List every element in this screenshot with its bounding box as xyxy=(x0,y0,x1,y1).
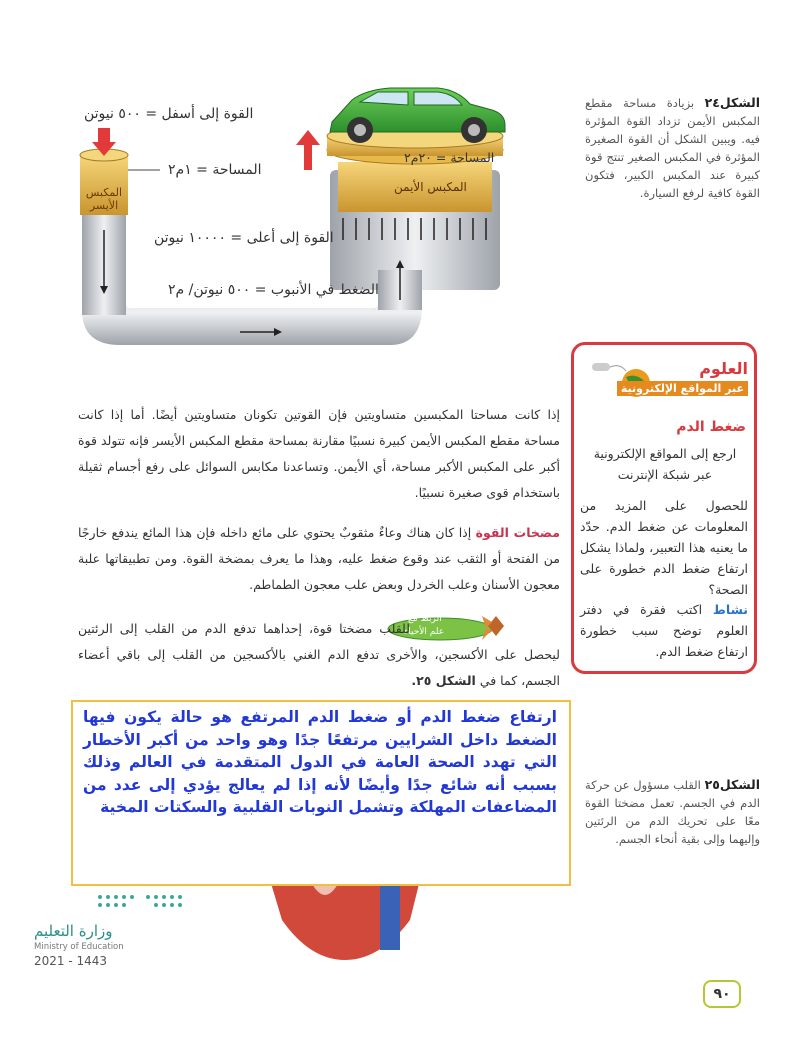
figure25-caption-text: القلب مسؤول عن حركة الدم في الجسم. تعمل مضختا القوة معًا على تحريك الدم من الرئتين وإليهما وإلى بقية أنحاء الجسم. xyxy=(585,778,760,846)
edition-year: 2021 - 1443 xyxy=(34,954,108,968)
ministry-logo-dots xyxy=(96,893,186,911)
left-piston-label: المكبس الأيسر xyxy=(85,186,123,212)
web-header-subtitle: عبر المواقع الإلكترونية xyxy=(617,381,748,396)
web-activity-label: نشاط xyxy=(712,602,748,617)
web-line2: للحصول على المزيد من المعلومات عن ضغط الدم. حدّد ما يعنيه هذا التعبير، ولماذا يشكل ارتفاع ضغط الدم خطورة على الصحة؟ xyxy=(580,498,748,597)
web-header-title: العلوم xyxy=(699,359,748,378)
paragraph-pistons: إذا كانت مساحتا المكبسين متساويتين فإن القوتين تكونان متساويتين أيضًا. أما إذا كانت مساحة مقطع المكبس الأيمن كبيرة نسبيًا مقارنة بمساحة مقطع المكبس الأيسر فإنه تتولد قوة أكبر على المكبس الأكبر مساحة، أي الأيمن. وتساعدنا مكابس السوائل على رفع أجسام ثقيلة باستخدام قوى صغيرة نسبيًا. xyxy=(78,407,560,500)
ministry-name-ar: وزارة التعليم xyxy=(34,922,113,940)
page-number: ٩٠ xyxy=(703,980,741,1008)
note-text: ارتفاع ضغط الدم أو ضغط الدم المرتفع هو حالة يكون فيها الضغط داخل الشرايين مرتفعًا جدًا وهو واحد من أكبر الأخطار التي تهدد الصحة العامة في الدول المتقدمة في العالم وذلك بسبب أنه شائع جدًا وأيضًا لأنه إذا لم يعالج يؤدي إلى عدد من المضاعفات المهلكة وتشمل النوبات القلبية والسكتات المخية xyxy=(83,708,557,816)
web-topic: ضغط الدم xyxy=(676,419,746,435)
pressure-label: الضغط في الأنبوب = ٥٠٠ نيوتن/ م٢ xyxy=(168,282,379,298)
blood-pressure-note xyxy=(71,700,571,886)
figure25-caption xyxy=(585,776,760,848)
figure24-caption xyxy=(585,94,760,202)
paragraph-heart xyxy=(78,616,560,694)
figure24-caption-text: بزيادة مساحة مقطع المكبس الأيمن تزداد القوة المؤثرة فيه. ويبين الشكل أن القوة الصغيرة المؤثرة في المكبس الصغير تنتج قوة كبيرة عند المكبس الكبير، فتكون القوة كافية لرفع السيارة. xyxy=(585,96,760,200)
heart-illustration xyxy=(270,880,420,960)
figure25-caption-title: الشكل٢٥ xyxy=(704,777,761,792)
web-line1: ارجع إلى المواقع الإلكترونية عبر شبكة الإنترنت xyxy=(593,446,737,482)
right-area-label: المساحة = ٢٠م٢ xyxy=(404,150,495,165)
ministry-logo-icon xyxy=(96,893,186,911)
paragraph-force-pumps xyxy=(78,520,560,598)
ministry-name-en: Ministry of Education xyxy=(34,942,124,952)
science-online-box xyxy=(571,342,757,674)
force-up-label: القوة إلى أعلى = ١٠٠٠٠ نيوتن xyxy=(154,230,334,246)
left-area-label: المساحة = ١م٢ xyxy=(168,162,262,178)
web-activity xyxy=(580,599,748,662)
force-pumps-text: إذا كان هناك وعاءٌ مثقوبٌ يحتوي على مائع داخله فإن هذا المائع يندفع خارجًا من الفتحة أو الثقب عند وقوع ضغط عليه، وهذا ما يعرف بمضخة القوة. ومن تطبيقاتها علبة معجون الأسنان وعلب الخردل وبعض علب معجون الطماطم. xyxy=(78,525,560,592)
figure24-caption-title: الشكل٢٤ xyxy=(704,95,761,110)
force-pumps-title: مضخات القوة xyxy=(475,525,560,540)
heart-figure-ref: الشكل ٢٥. xyxy=(411,673,476,688)
web-header xyxy=(582,355,750,405)
right-piston-label: المكبس الأيمن xyxy=(394,180,467,194)
force-down-label: القوة إلى أسفل = ٥٠٠ نيوتن xyxy=(84,106,254,122)
biology-link-bottom: علم الأحياء xyxy=(404,627,445,637)
hydraulic-press-figure xyxy=(60,70,560,370)
web-activity-text: اكتب فقرة في دفتر العلوم توضح سبب خطورة ارتفاع ضغط الدم. xyxy=(580,602,748,659)
heart-text: للقلب مضختا قوة، إحداهما تدفع الدم من القلب إلى الرئتين ليحصل على الأكسجين، والأخرى تدفع الدم الغني بالأكسجين من القلب إلى باقي أعضاء الجسم، كما في xyxy=(78,621,560,688)
biology-link-top: الربط مع xyxy=(408,614,442,624)
